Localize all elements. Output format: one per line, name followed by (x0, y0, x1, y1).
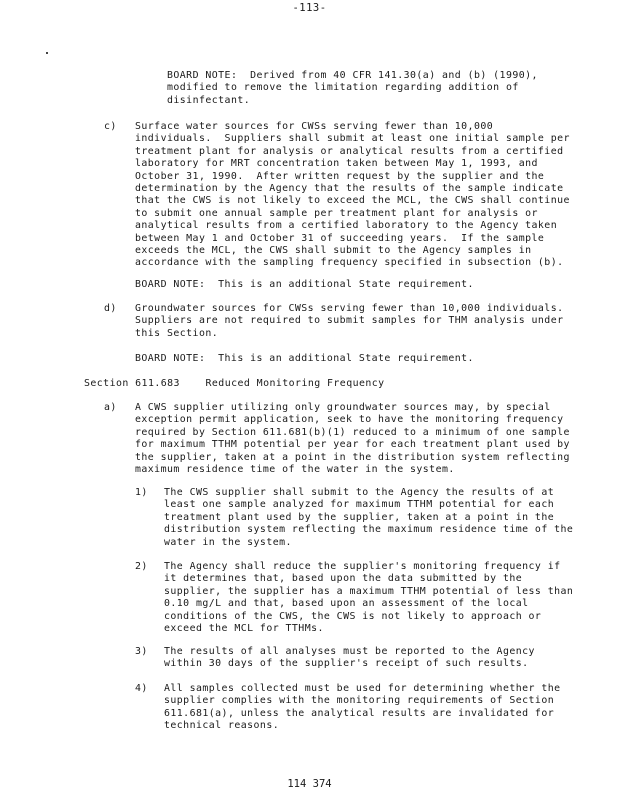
subsection-c-text: Surface water sources for CWSs serving fewer than 10,000 individuals. Suppliers shall submit at least one initial sample per treatment plant for analysis or analytical results from a certified laboratory for MRT concentration taken between May 1, 1993, and October 31, 1990. After written request by the supplier and the determination by the Agency that the results of the sample indicate that the CWS is not likely to exceed the MCL, the CWS shall continue to submit one annual sample per treatment plant for analysis or analytical results from a certified laboratory to the Agency taken between May 1 and October 31 of succeeding years. If the sample exceeds the MCL, the CWS shall submit to the Agency samples in accordance with the sampling frequency specified in subsection (b). (135, 121, 570, 269)
page-number-bottom: 114 374 (287, 778, 332, 790)
item-1-label: 1) (135, 487, 148, 498)
item-1-text: The CWS supplier shall submit to the Agency the results of at least one sample analyzed for maximum TTHM potential for each treatment plant used by the supplier, taken at a point in the distribution system reflecting the maximum residence time of the water in the system. (164, 487, 574, 548)
board-note-derivation: BOARD NOTE: Derived from 40 CFR 141.30(a) and (b) (1990), modified to remove the limitation regarding addition of disinfectant. (167, 70, 538, 106)
item-2-text: The Agency shall reduce the supplier's monitoring frequency if it determines that, based upon the data submitted by the supplier, the supplier has a maximum TTHM potential of less than 0.10 mg/L and that, based upon an assessment of the local conditions of the CWS, the CWS is not likely to approach or exceed the MCL for TTHMs. (164, 561, 574, 635)
item-2-label: 2) (135, 561, 148, 572)
subsection-d-label: d) (104, 303, 117, 314)
scan-speck (46, 52, 48, 54)
subsection-d-text: Groundwater sources for CWSs serving fewer than 10,000 individuals. Suppliers are not required to submit samples for THM analysis under this Section. (135, 303, 564, 339)
item-4-label: 4) (135, 683, 148, 694)
item-3-label: 3) (135, 646, 148, 657)
section-heading: Section 611.683 Reduced Monitoring Frequency (84, 378, 385, 389)
subsection-a-label: a) (104, 402, 117, 413)
item-4-text: All samples collected must be used for determining whether the supplier complies with the monitoring requirements of Section 611.681(a), unless the analytical results are invalidated for technical reasons. (164, 683, 561, 732)
page-number-top: -113- (292, 2, 327, 14)
board-note-d: BOARD NOTE: This is an additional State requirement. (135, 353, 474, 364)
subsection-c-label: c) (104, 121, 117, 132)
item-3-text: The results of all analyses must be reported to the Agency within 30 days of the supplier's receipt of such results. (164, 646, 535, 670)
subsection-a-text: A CWS supplier utilizing only groundwater sources may, by special exception permit application, seek to have the monitoring frequency required by Section 611.681(b)(1) reduced to a minimum of one sample for maximum TTHM potential per year for each treatment plant used by the supplier, taken at a point in the distribution system reflecting maximum residence time of the water in the system. (135, 402, 570, 476)
board-note-c: BOARD NOTE: This is an additional State requirement. (135, 279, 474, 290)
